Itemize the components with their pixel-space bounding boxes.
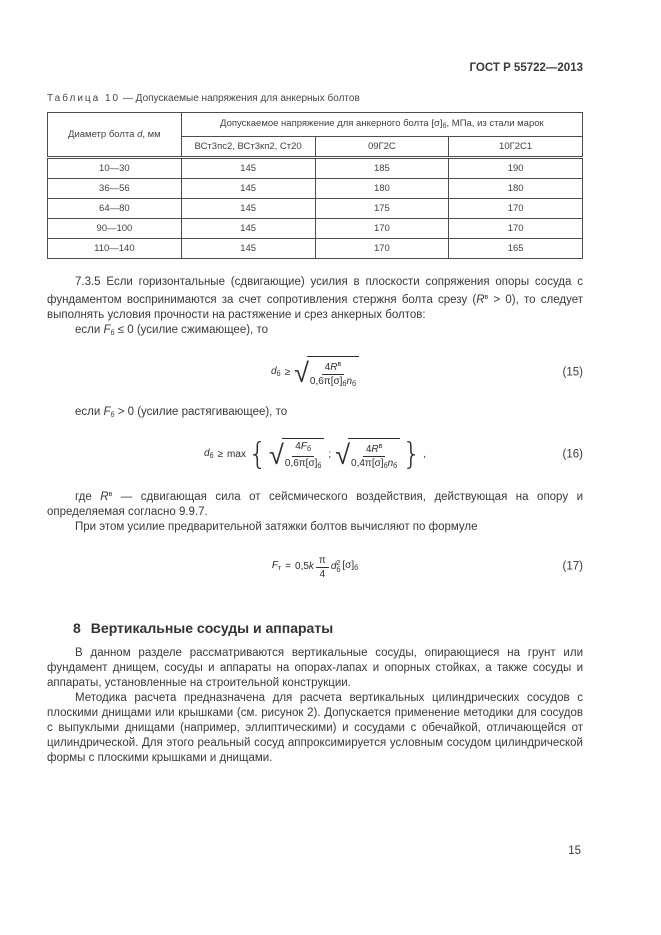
section-8-heading [47, 619, 583, 637]
col-header-bolt-diameter [48, 113, 182, 158]
col-header-grade-3: 10Г2С1 [449, 137, 583, 158]
separator-semicolon: ; [328, 449, 332, 460]
numerator-superscript: в [337, 361, 342, 368]
paragraph-text: > 0), то следует выполнять условия прочности на растяжение и срез анкерных болтов: [47, 294, 583, 321]
where-text: — сдвигающая сила от сейсмического воздействия, действующая на опору и определяемая согласно 9.9.7. [47, 491, 583, 518]
formula-16-expression [203, 438, 427, 472]
condition-text: ≤ 0 (усилие сжимающее), то [114, 324, 268, 336]
section-8-paragraph-2: Методика расчета предназначена для расчета вертикальных цилиндрических сосудов с плоскими днищами или крышками (см. рисунок 2). Допускается применение методики для сосудов с выпуклыми днищами (например, эллиптическими) и сосудами с обечайкой, отличающейся от цилиндрической. Для этого реальный сосуд аппроксимируется условным сосудом цилиндрической формы с плоскими крышками и днищами. [47, 692, 583, 764]
col-header-grade-2: 09Г2С [315, 137, 449, 158]
formula-16 [47, 433, 583, 477]
col-header-text: Диаметр болта [68, 129, 138, 140]
page-content [47, 91, 583, 766]
numerator-coefficient: 4 [295, 441, 301, 452]
numerator-variable: F [300, 441, 307, 452]
sigma-subscript: б [442, 122, 447, 130]
table-row [48, 219, 583, 239]
section-number: 8 [73, 620, 81, 636]
close-brace: } [402, 437, 422, 472]
coefficient: 0,5 [295, 561, 309, 572]
cell-stress: 170 [449, 219, 583, 239]
numerator-superscript: в [378, 443, 383, 450]
pretension-force-variable: F [271, 559, 278, 571]
radical-sign-icon: √ [335, 439, 351, 471]
force-subscript: б [110, 330, 115, 337]
condition-text: если [75, 324, 104, 336]
formula-17-expression [271, 555, 359, 580]
numerator-coefficient: 4 [324, 362, 331, 373]
cell-diameter-range: 10—30 [48, 158, 182, 179]
bolt-diameter-subscript: б [276, 370, 281, 378]
cell-stress: 180 [315, 179, 449, 199]
standard-designation: ГОСТ Р 55722—2013 [469, 62, 583, 74]
table-row [48, 199, 583, 219]
pi-denominator: 4 [319, 568, 326, 580]
table-caption-label: Таблица 10 [47, 93, 121, 104]
col-header-allowable-stress [181, 113, 582, 137]
paragraph-7-3-5 [47, 275, 583, 323]
table-caption [47, 91, 583, 106]
page-number: 15 [568, 845, 581, 857]
denominator-text: 0,6π[σ] [309, 376, 343, 387]
relation-operator: ≥ [217, 449, 224, 460]
numerator-variable: R [371, 444, 379, 455]
anchor-bolt-stress-table [47, 112, 583, 259]
bolt-count-subscript: б [352, 381, 357, 388]
table-caption-title: — Допускаемые напряжения для анкерных болтов [120, 93, 360, 104]
formula-15 [47, 351, 583, 395]
formula-15-expression [270, 356, 360, 390]
shear-force-superscript: в [108, 491, 113, 498]
table-row [48, 179, 583, 199]
diameter-variable: d [137, 129, 143, 140]
span-header-text: Допускаемое напряжение для анкерного болта [σ] [220, 117, 443, 129]
denominator-subscript: б [317, 463, 322, 470]
span-header-unit: , МПа, из стали марок [446, 117, 544, 129]
radical-sign-icon: √ [294, 357, 309, 389]
cell-stress: 175 [315, 199, 449, 219]
col-header-grade-1: ВСт3пс2, ВСт3кп2, Ст20 [181, 137, 315, 158]
condition-compressive [47, 323, 583, 341]
table-header-row-1 [48, 113, 583, 137]
cell-stress: 145 [181, 158, 315, 179]
shear-force-superscript: в [484, 294, 489, 301]
fraction [310, 359, 356, 390]
cell-diameter-range: 64—80 [48, 199, 182, 219]
paragraph-text: 7.3.5 Если горизонтальные (сдвигающие) усилия в плоскости сопряжения опоры сосуда с фундаментом воспринимаются за счет сопротивления стержня болта срезу ( [47, 276, 583, 306]
square-root [269, 438, 324, 472]
condition-tensile [47, 405, 583, 423]
formula-17 [47, 545, 583, 589]
where-text: где [75, 491, 101, 503]
cell-diameter-range: 110—140 [48, 239, 182, 259]
bolt-count-subscript: б [393, 463, 398, 470]
radical-sign-icon: √ [269, 439, 284, 471]
table-row [48, 239, 583, 259]
pi-numerator: π [316, 555, 329, 568]
cell-stress: 165 [449, 239, 583, 259]
denominator-text: 0,4π[σ] [351, 458, 384, 469]
force-subscript: б [110, 412, 115, 419]
diameter-superscript: 2 [336, 560, 341, 567]
bolt-diameter-variable: d [270, 365, 277, 377]
bolt-diameter-variable: d [203, 447, 210, 459]
diameter-sup-sub [336, 560, 340, 574]
denominator-subscript: б [383, 463, 388, 470]
pi-quarter-fraction [316, 555, 329, 580]
bolt-diameter-variable: d [330, 561, 337, 572]
shear-force-variable: R [100, 491, 109, 503]
section-8-paragraph-1: В данном разделе рассматриваются вертикальные сосуды, опирающиеся на грунт или фундамент днищем, сосуды и аппараты на опорах-лапах и опорных стойках, а также сосуды и аппараты, установленные на строительной конструкции. [47, 647, 583, 689]
numerator-subscript: б [306, 446, 311, 453]
cell-stress: 145 [181, 219, 315, 239]
cell-diameter-range: 90—100 [48, 219, 182, 239]
col-header-unit: , мм [142, 129, 161, 140]
cell-diameter-range: 36—56 [48, 179, 182, 199]
max-function: max [227, 449, 246, 460]
shear-force-variable: R [476, 294, 485, 306]
cell-stress: 170 [449, 199, 583, 219]
formula-number: (17) [562, 560, 583, 573]
bolt-count-variable: n [387, 458, 394, 469]
fraction [285, 441, 322, 472]
section-title: Вертикальные сосуды и аппараты [90, 620, 334, 636]
pretension-force-subscript: т [277, 564, 282, 572]
allowable-stress-symbol: [σ] [342, 559, 355, 571]
table-row [48, 158, 583, 179]
diameter-subscript: б [336, 567, 341, 574]
bolt-diameter-subscript: б [209, 452, 214, 460]
fraction [351, 441, 397, 472]
condition-text: если [75, 406, 104, 418]
equals-operator: = [285, 561, 292, 572]
cell-stress: 180 [449, 179, 583, 199]
formula-number: (16) [562, 448, 583, 461]
cell-stress: 145 [181, 179, 315, 199]
cell-stress: 170 [315, 239, 449, 259]
cell-stress: 170 [315, 219, 449, 239]
where-paragraph [47, 487, 583, 520]
denominator-text: 0,6π[σ] [284, 458, 318, 469]
force-variable: F [103, 324, 111, 336]
square-root [335, 438, 400, 472]
allowable-stress-subscript: б [354, 564, 359, 572]
trailing-comma: , [423, 449, 427, 460]
numerator-coefficient: 4 [365, 444, 372, 455]
cell-stress: 185 [315, 158, 449, 179]
k-variable: k [308, 561, 314, 572]
open-brace: { [247, 437, 268, 472]
cell-stress: 190 [449, 158, 583, 179]
formula-number: (15) [562, 366, 583, 379]
condition-text: > 0 (усилие растягивающее), то [114, 406, 288, 418]
square-root [294, 356, 359, 390]
denominator-subscript: б [342, 381, 347, 388]
pretension-line: При этом усилие предварительной затяжки болтов вычисляют по формуле [75, 521, 478, 533]
relation-operator: ≥ [284, 367, 291, 378]
force-variable: F [103, 406, 111, 418]
cell-stress: 145 [181, 199, 315, 219]
bolt-count-variable: n [346, 376, 352, 387]
cell-stress: 145 [181, 239, 315, 259]
numerator-variable: R [330, 362, 338, 373]
